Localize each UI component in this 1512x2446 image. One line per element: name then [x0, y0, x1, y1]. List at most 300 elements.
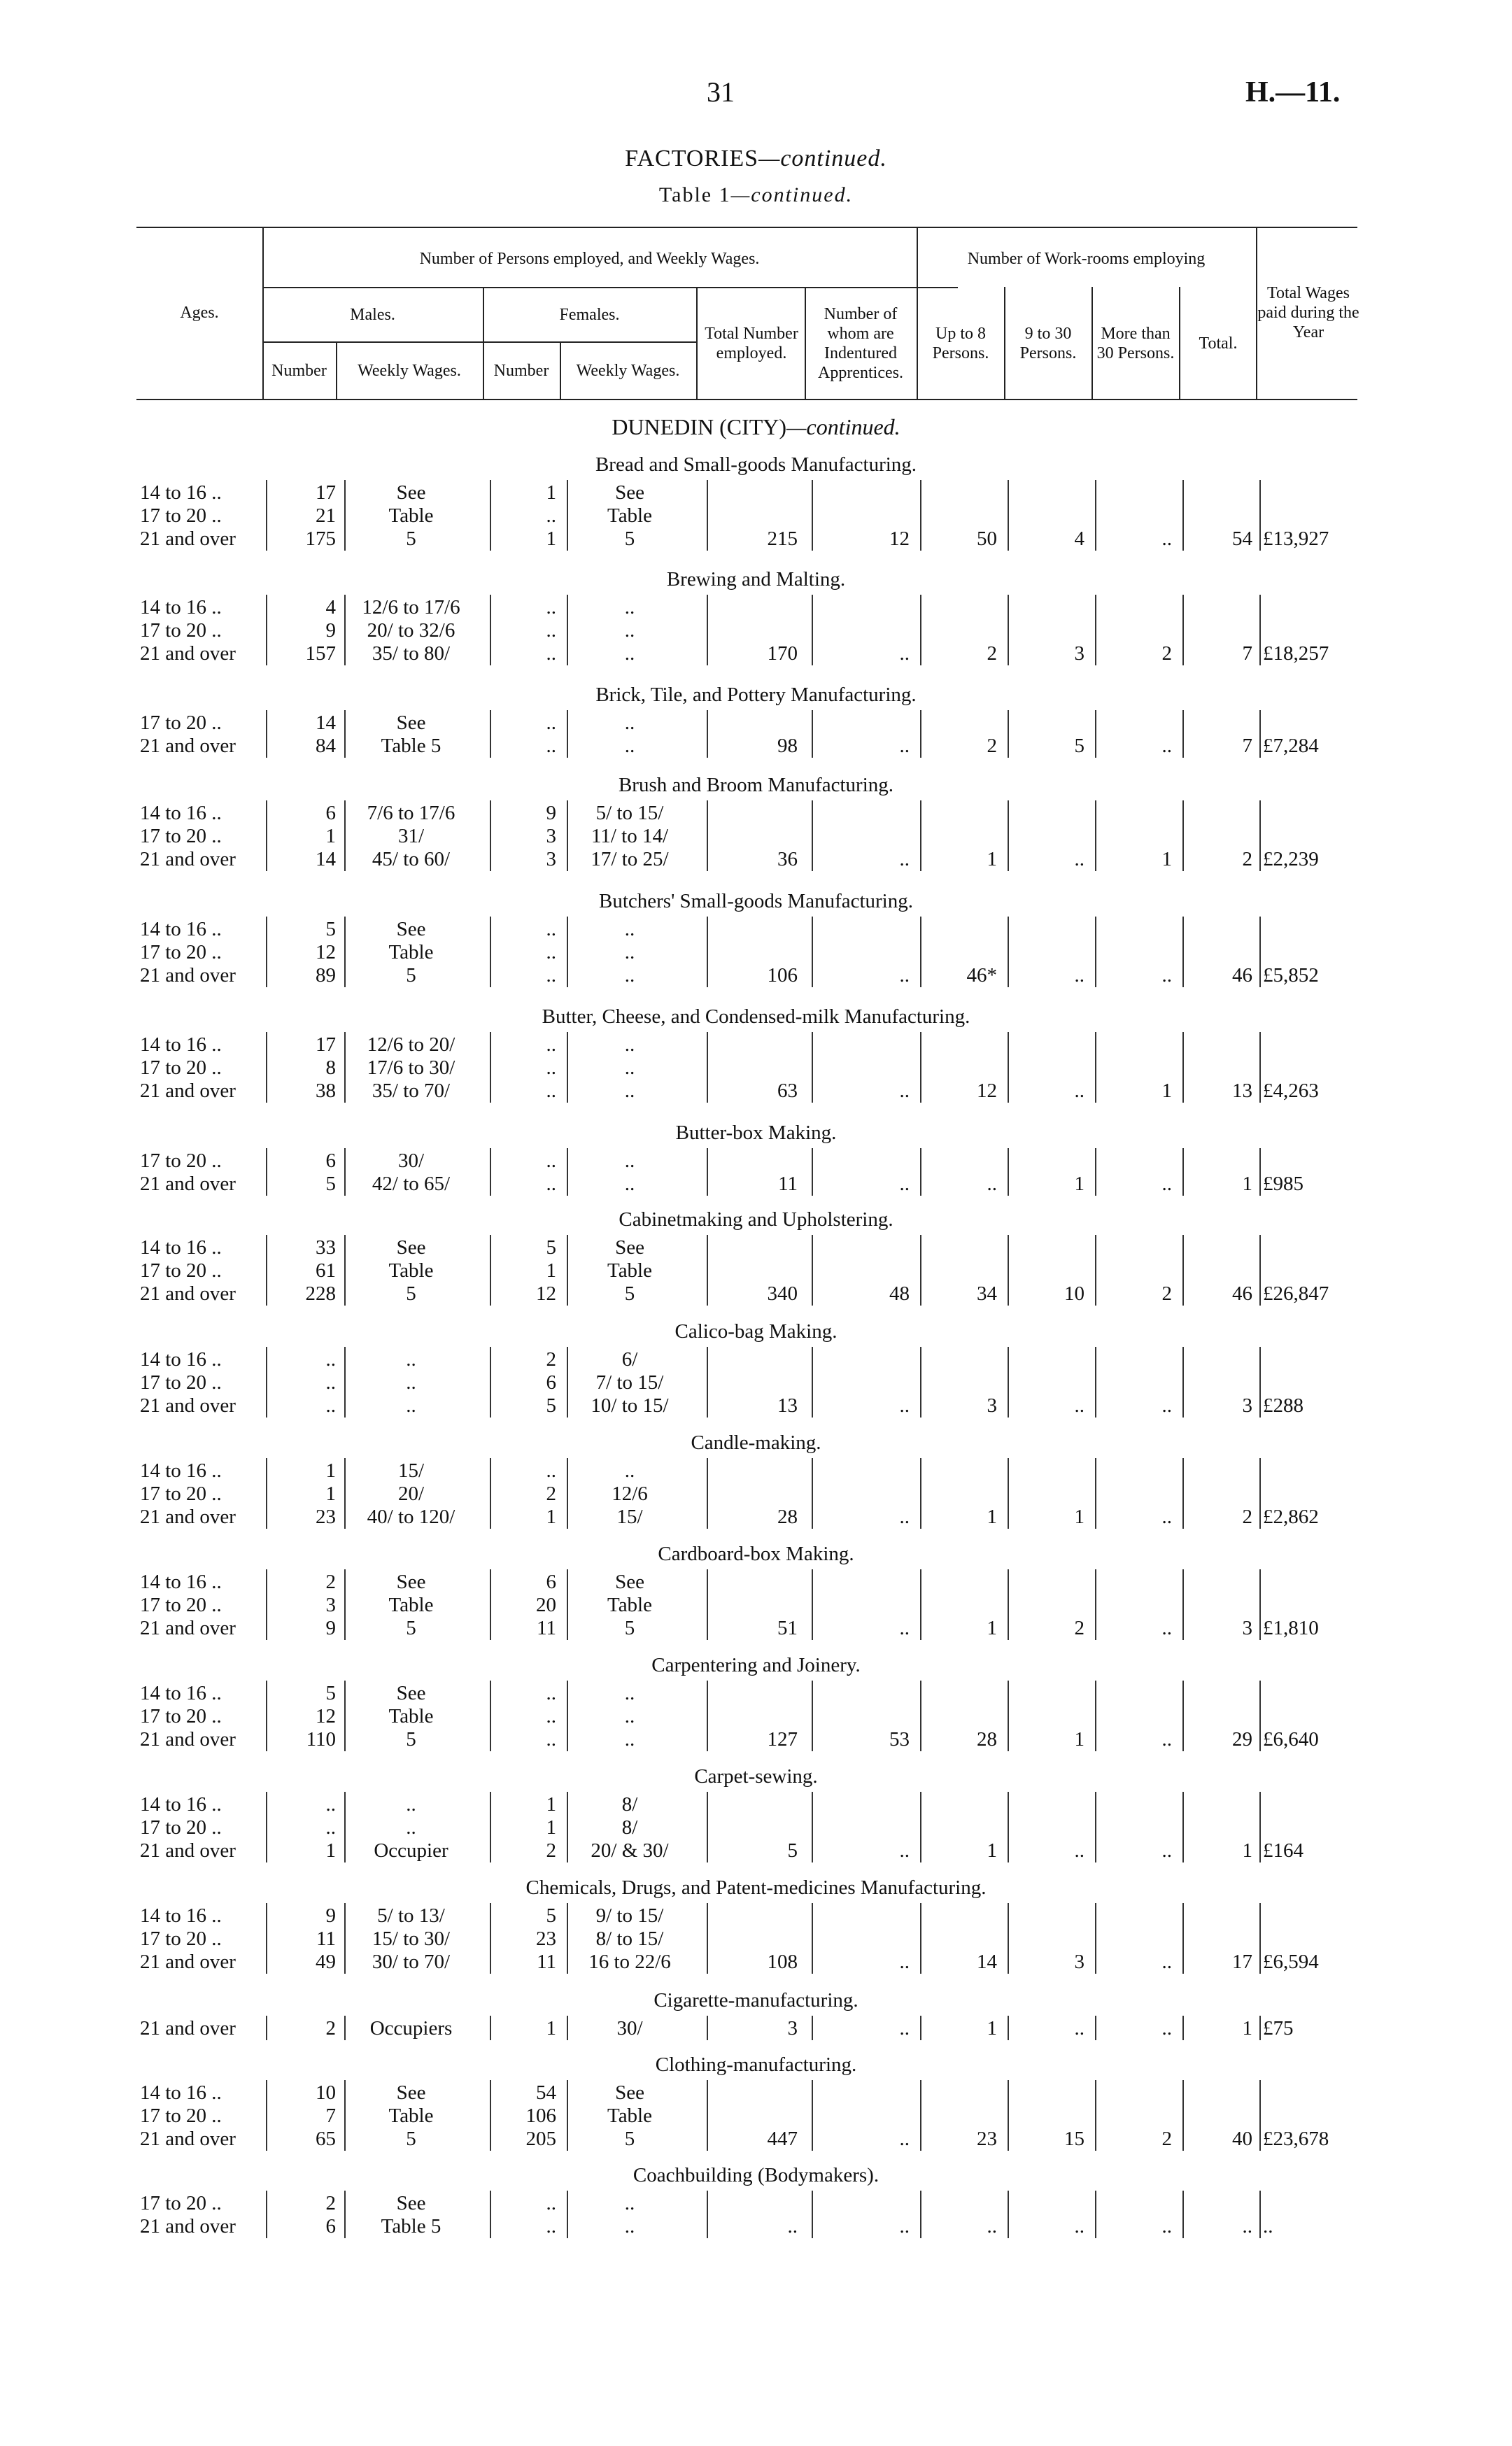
- column-rule: [344, 1792, 346, 1862]
- cell-m-num: 17: [316, 1033, 336, 1056]
- column-rule: [1259, 1235, 1261, 1306]
- cell-m-num: 6: [325, 2215, 336, 2238]
- column-rule: [1259, 1458, 1261, 1529]
- cell-n9-30: ..: [1074, 848, 1084, 870]
- column-rule: [567, 1903, 568, 1974]
- cell-f-num: ..: [546, 1705, 556, 1727]
- cell-wages: £7,284: [1263, 735, 1319, 757]
- cell-m-wage: 42/ to 65/: [372, 1173, 451, 1195]
- column-rule: [1182, 1903, 1184, 1974]
- cell-m-num: 4: [325, 596, 336, 618]
- cell-f-wage: 8/ to 15/: [595, 1928, 664, 1950]
- column-rule: [1259, 1032, 1261, 1103]
- cell-f-num: ..: [546, 1459, 556, 1482]
- column-rule: [1095, 1903, 1096, 1974]
- cell-m-wage: 40/ to 120/: [367, 1506, 455, 1528]
- header-weekly-males: Weekly Wages.: [358, 362, 461, 380]
- cell-ages: 17 to 20 ..: [140, 1371, 222, 1394]
- column-rule: [1008, 1792, 1009, 1862]
- cell-total-emp: 340: [767, 1282, 798, 1305]
- column-rule: [812, 1347, 813, 1418]
- cell-m-num: 65: [316, 2128, 336, 2150]
- column-rule: [266, 595, 267, 665]
- page-number: 31: [707, 76, 735, 108]
- cell-ages: 17 to 20 ..: [140, 1259, 222, 1282]
- cell-n9-30: 5: [1074, 735, 1084, 757]
- section-title: Chemicals, Drugs, and Patent-medicines Manufacturing.: [525, 1876, 987, 1899]
- cell-more30: ..: [1161, 1506, 1172, 1528]
- cell-m-num: 12: [316, 941, 336, 963]
- cell-up8: 1: [987, 848, 997, 870]
- column-rule: [266, 1458, 267, 1529]
- cell-f-wage: 5: [624, 1282, 635, 1305]
- cell-more30: ..: [1161, 1728, 1172, 1751]
- cell-f-wage: See: [615, 2081, 644, 2104]
- cell-f-num: 5: [546, 1394, 556, 1417]
- cell-wr-total: 2: [1242, 1506, 1252, 1528]
- column-rule: [920, 1347, 921, 1418]
- cell-f-wage: ..: [624, 642, 635, 665]
- column-rule: [812, 1458, 813, 1529]
- column-rule: [1182, 1032, 1184, 1103]
- city-continued: —continued.: [786, 414, 900, 439]
- column-rule: [707, 1235, 708, 1306]
- column-rule: [344, 1347, 346, 1418]
- cell-ages: 14 to 16 ..: [140, 1236, 222, 1259]
- section-title: Carpet-sewing.: [694, 1765, 818, 1788]
- cell-wages: £26,847: [1263, 1282, 1329, 1305]
- cell-wages: £75: [1263, 2017, 1294, 2039]
- cell-wages: £985: [1263, 1173, 1303, 1195]
- column-rule: [1095, 2080, 1096, 2151]
- column-rule: [920, 595, 921, 665]
- column-rule: [707, 595, 708, 665]
- cell-more30: ..: [1161, 2215, 1172, 2238]
- cell-m-wage: 30/: [397, 1150, 425, 1172]
- cell-more30: ..: [1161, 1951, 1172, 1973]
- cell-m-num: 17: [316, 481, 336, 504]
- header-apprentices: Number of whom are Indentured Apprentices.: [818, 305, 903, 382]
- column-rule: [490, 1032, 491, 1103]
- cell-up8: 14: [977, 1951, 997, 1973]
- column-rule: [707, 2080, 708, 2151]
- cell-total-emp: 28: [777, 1506, 798, 1528]
- cell-ages: 17 to 20 ..: [140, 1150, 222, 1172]
- column-rule: [1259, 1347, 1261, 1418]
- column-rule: [1095, 1792, 1096, 1862]
- cell-f-wage: ..: [624, 964, 635, 987]
- column-rule: [707, 1681, 708, 1751]
- cell-m-wage: Table: [388, 1705, 434, 1727]
- cell-f-num: 11: [537, 1951, 556, 1973]
- cell-more30: ..: [1161, 1394, 1172, 1417]
- column-rule: [812, 2016, 813, 2040]
- cell-up8: 3: [987, 1394, 997, 1417]
- cell-m-wage: 45/ to 60/: [372, 848, 451, 870]
- column-rule: [920, 1903, 921, 1974]
- cell-wr-total: 46: [1232, 1282, 1252, 1305]
- cell-ages: 21 and over: [140, 1080, 236, 1102]
- column-rule: [1182, 1148, 1184, 1196]
- cell-m-wage: See: [396, 918, 426, 940]
- cell-f-num: ..: [546, 735, 556, 757]
- column-rule: [567, 1148, 568, 1196]
- cell-f-wage: 5: [624, 1617, 635, 1639]
- section-title: Brush and Broom Manufacturing.: [618, 774, 894, 796]
- column-rule: [266, 1792, 267, 1862]
- cell-f-num: 5: [546, 1904, 556, 1927]
- column-rule: [567, 710, 568, 758]
- cell-f-wage: 11/ to 14/: [591, 825, 669, 847]
- cell-m-wage: 12/6 to 17/6: [362, 596, 460, 618]
- section-title: Clothing-manufacturing.: [655, 2053, 857, 2076]
- column-rule: [567, 1569, 568, 1640]
- header-ages: Ages.: [180, 304, 219, 322]
- cell-f-wage: ..: [624, 1080, 635, 1102]
- header-males: Males.: [350, 306, 395, 324]
- cell-wages: £2,239: [1263, 848, 1319, 870]
- cell-f-num: 1: [546, 1793, 556, 1816]
- cell-ages: 17 to 20 ..: [140, 504, 222, 527]
- cell-f-num: 23: [536, 1928, 556, 1950]
- header-up-to-8: Up to 8 Persons.: [932, 325, 989, 362]
- cell-f-wage: ..: [624, 918, 635, 940]
- cell-f-wage: Table: [607, 504, 652, 527]
- column-rule: [1182, 917, 1184, 987]
- column-rule: [266, 1681, 267, 1751]
- column-rule: [266, 2191, 267, 2238]
- cell-m-num: 61: [316, 1259, 336, 1282]
- cell-up8: ..: [987, 2215, 997, 2238]
- cell-ages: 14 to 16 ..: [140, 802, 222, 824]
- section-title: Brick, Tile, and Pottery Manufacturing.: [595, 684, 917, 706]
- column-rule: [490, 1569, 491, 1640]
- cell-appr: ..: [899, 1617, 910, 1639]
- cell-m-num: ..: [325, 1793, 336, 1816]
- column-rule: [1259, 917, 1261, 987]
- column-rule: [266, 1347, 267, 1418]
- cell-m-wage: See: [396, 481, 426, 504]
- column-rule: [812, 800, 813, 871]
- cell-ages: 21 and over: [140, 1394, 236, 1417]
- cell-appr: ..: [899, 1394, 910, 1417]
- cell-up8: ..: [987, 1173, 997, 1195]
- cell-m-wage: 5: [406, 1728, 416, 1751]
- column-rule: [344, 1032, 346, 1103]
- column-rule: [1008, 1569, 1009, 1640]
- column-rule: [707, 2191, 708, 2238]
- cell-f-num: 11: [537, 1617, 556, 1639]
- column-rule: [266, 917, 267, 987]
- column-rule: [1008, 1458, 1009, 1529]
- header-top-rule: [136, 227, 1357, 228]
- cell-f-wage: 8/: [621, 1793, 638, 1816]
- cell-n9-30: 4: [1074, 528, 1084, 550]
- cell-m-num: 5: [325, 1682, 336, 1704]
- column-rule: [490, 595, 491, 665]
- column-rule: [344, 1681, 346, 1751]
- cell-n9-30: ..: [1074, 1080, 1084, 1102]
- cell-m-wage: 5/ to 13/: [377, 1904, 445, 1927]
- cell-m-wage: Occupiers: [369, 2017, 453, 2039]
- cell-f-wage: See: [615, 1236, 644, 1259]
- cell-m-num: 157: [305, 642, 336, 665]
- cell-total-emp: 108: [767, 1951, 798, 1973]
- cell-total-emp: 215: [767, 528, 798, 550]
- cell-n9-30: 15: [1064, 2128, 1084, 2150]
- cell-ages: 14 to 16 ..: [140, 481, 222, 504]
- cell-m-num: 3: [325, 1594, 336, 1616]
- cell-f-num: ..: [546, 1173, 556, 1195]
- cell-ages: 17 to 20 ..: [140, 1483, 222, 1505]
- cell-total-emp: 127: [767, 1728, 798, 1751]
- cell-m-num: 89: [316, 964, 336, 987]
- cell-m-wage: 31/: [397, 825, 425, 847]
- cell-ages: 21 and over: [140, 1282, 236, 1305]
- cell-wr-total: 7: [1242, 735, 1252, 757]
- column-rule: [920, 1235, 921, 1306]
- cell-total-emp: 51: [777, 1617, 798, 1639]
- cell-ages: 21 and over: [140, 528, 236, 550]
- cell-up8: 1: [987, 2017, 997, 2039]
- cell-up8: 1: [987, 1506, 997, 1528]
- cell-n9-30: ..: [1074, 2017, 1084, 2039]
- cell-more30: ..: [1161, 964, 1172, 987]
- column-rule: [707, 1569, 708, 1640]
- cell-f-wage: ..: [624, 941, 635, 963]
- header-weekly-females: Weekly Wages.: [576, 362, 680, 380]
- column-rule: [1182, 1235, 1184, 1306]
- cell-ages: 17 to 20 ..: [140, 1594, 222, 1616]
- cell-ages: 21 and over: [140, 848, 236, 870]
- column-rule: [1008, 595, 1009, 665]
- cell-f-num: 2: [546, 1839, 556, 1862]
- column-rule: [344, 2080, 346, 2151]
- cell-m-wage: 17/6 to 30/: [367, 1056, 455, 1079]
- cell-f-wage: Table: [607, 1594, 652, 1616]
- cell-f-num: ..: [546, 619, 556, 642]
- cell-ages: 17 to 20 ..: [140, 825, 222, 847]
- cell-f-num: ..: [546, 642, 556, 665]
- cell-wages: £6,594: [1263, 1951, 1319, 1973]
- cell-f-num: 1: [546, 528, 556, 550]
- cell-m-num: 84: [316, 735, 336, 757]
- column-rule: [344, 710, 346, 758]
- cell-m-num: ..: [325, 1394, 336, 1417]
- cell-m-num: 8: [325, 1056, 336, 1079]
- cell-up8: 46*: [966, 964, 997, 987]
- cell-up8: 2: [987, 735, 997, 757]
- cell-m-wage: 7/6 to 17/6: [367, 802, 455, 824]
- cell-f-wage: 5/ to 15/: [595, 802, 664, 824]
- column-rule: [1008, 1903, 1009, 1974]
- cell-f-num: ..: [546, 1056, 556, 1079]
- column-rule: [812, 1569, 813, 1640]
- cell-m-wage: ..: [406, 1816, 416, 1839]
- column-rule: [344, 2191, 346, 2238]
- column-rule: [266, 480, 267, 551]
- cell-m-num: 1: [325, 1483, 336, 1505]
- cell-f-num: 1: [546, 1506, 556, 1528]
- header-more-than-30: More than 30 Persons.: [1096, 325, 1175, 362]
- cell-f-wage: ..: [624, 2192, 635, 2214]
- column-rule: [567, 1235, 568, 1306]
- column-rule: [707, 1347, 708, 1418]
- column-rule: [1182, 2016, 1184, 2040]
- cell-total-emp: 13: [777, 1394, 798, 1417]
- column-rule: [1259, 1148, 1261, 1196]
- column-rule: [266, 1032, 267, 1103]
- cell-appr: ..: [899, 1173, 910, 1195]
- cell-f-wage: 7/ to 15/: [595, 1371, 664, 1394]
- cell-up8: 2: [987, 642, 997, 665]
- column-rule: [1095, 595, 1096, 665]
- cell-appr: ..: [899, 642, 910, 665]
- column-rule: [1182, 710, 1184, 758]
- column-rule: [812, 710, 813, 758]
- column-rule: [1182, 2191, 1184, 2238]
- cell-m-wage: 5: [406, 964, 416, 987]
- cell-ages: 14 to 16 ..: [140, 2081, 222, 2104]
- column-rule: [707, 1458, 708, 1529]
- column-rule: [1182, 1681, 1184, 1751]
- column-rule: [812, 1792, 813, 1862]
- column-rule: [920, 710, 921, 758]
- cell-m-num: 7: [325, 2105, 336, 2127]
- cell-f-num: 5: [546, 1236, 556, 1259]
- cell-wr-total: 40: [1232, 2128, 1252, 2150]
- column-rule: [1008, 1347, 1009, 1418]
- column-rule: [1008, 2191, 1009, 2238]
- cell-m-wage: See: [396, 1571, 426, 1593]
- column-rule: [266, 2016, 267, 2040]
- cell-m-num: 1: [325, 1839, 336, 1862]
- cell-f-wage: 20/ & 30/: [591, 1839, 669, 1862]
- column-rule: [567, 1681, 568, 1751]
- column-rule: [490, 2080, 491, 2151]
- cell-f-wage: 9/ to 15/: [595, 1904, 664, 1927]
- column-rule: [344, 480, 346, 551]
- cell-wr-total: 46: [1232, 964, 1252, 987]
- column-rule: [707, 710, 708, 758]
- column-rule: [1182, 1347, 1184, 1418]
- column-rule: [1182, 595, 1184, 665]
- column-rule: [707, 480, 708, 551]
- section-title: Brewing and Malting.: [666, 568, 846, 591]
- cell-m-wage: Table 5: [381, 2215, 441, 2238]
- column-rule: [1259, 480, 1261, 551]
- column-rule: [567, 595, 568, 665]
- column-rule: [490, 2191, 491, 2238]
- column-rule: [707, 917, 708, 987]
- column-rule: [567, 1458, 568, 1529]
- cell-f-num: 12: [536, 1282, 556, 1305]
- column-rule: [920, 1681, 921, 1751]
- subtitle-continued: —continued.: [730, 183, 854, 206]
- cell-f-num: 6: [546, 1571, 556, 1593]
- section-title: Candle-making.: [691, 1431, 821, 1454]
- cell-ages: 14 to 16 ..: [140, 1793, 222, 1816]
- cell-wages: £1,810: [1263, 1617, 1319, 1639]
- column-rule: [1008, 1032, 1009, 1103]
- column-rule: [812, 1235, 813, 1306]
- cell-up8: 28: [977, 1728, 997, 1751]
- section-title: Coachbuilding (Bodymakers).: [633, 2164, 879, 2186]
- cell-appr: ..: [899, 964, 910, 987]
- column-rule: [920, 480, 921, 551]
- cell-m-num: 2: [325, 1571, 336, 1593]
- column-rule: [266, 800, 267, 871]
- header-number-males: Number: [271, 362, 327, 380]
- cell-up8: 1: [987, 1617, 997, 1639]
- cell-f-num: ..: [546, 941, 556, 963]
- column-rule: [1259, 800, 1261, 871]
- cell-more30: ..: [1161, 735, 1172, 757]
- cell-m-wage: Occupier: [374, 1839, 448, 1862]
- cell-total-emp: 170: [767, 642, 798, 665]
- cell-m-wage: 15/: [397, 1459, 425, 1482]
- header-vline: [696, 287, 698, 399]
- cell-wages: £2,862: [1263, 1506, 1319, 1528]
- cell-appr: ..: [899, 1506, 910, 1528]
- column-rule: [1259, 710, 1261, 758]
- header-number-females: Number: [493, 362, 549, 380]
- cell-more30: ..: [1161, 528, 1172, 550]
- cell-m-wage: 5: [406, 1282, 416, 1305]
- cell-n9-30: ..: [1074, 1394, 1084, 1417]
- cell-total-emp: 5: [787, 1839, 798, 1862]
- cell-appr: ..: [899, 1080, 910, 1102]
- column-rule: [1008, 2016, 1009, 2040]
- cell-n9-30: 2: [1074, 1617, 1084, 1639]
- cell-m-num: 110: [306, 1728, 336, 1751]
- cell-wr-total: 54: [1232, 528, 1252, 550]
- cell-ages: 14 to 16 ..: [140, 1682, 222, 1704]
- column-rule: [490, 1903, 491, 1974]
- column-rule: [1182, 1458, 1184, 1529]
- column-rule: [567, 2191, 568, 2238]
- cell-appr: ..: [899, 1951, 910, 1973]
- cell-f-wage: See: [615, 481, 644, 504]
- cell-more30: ..: [1161, 1617, 1172, 1639]
- column-rule: [490, 917, 491, 987]
- column-rule: [920, 1792, 921, 1862]
- cell-ages: 17 to 20 ..: [140, 2105, 222, 2127]
- title-main: FACTORIES: [625, 146, 759, 171]
- city-name: DUNEDIN (CITY): [612, 414, 787, 439]
- column-rule: [1182, 480, 1184, 551]
- cell-f-num: ..: [546, 918, 556, 940]
- cell-f-wage: 10/ to 15/: [591, 1394, 669, 1417]
- column-rule: [812, 1032, 813, 1103]
- column-rule: [1008, 2080, 1009, 2151]
- cell-more30: 1: [1161, 1080, 1172, 1102]
- column-rule: [344, 1235, 346, 1306]
- cell-more30: ..: [1161, 1839, 1172, 1862]
- column-rule: [344, 1903, 346, 1974]
- column-rule: [707, 1903, 708, 1974]
- column-rule: [1095, 480, 1096, 551]
- cell-wages: £288: [1263, 1394, 1303, 1417]
- title-continued: —continued.: [758, 146, 887, 171]
- cell-wages: £23,678: [1263, 2128, 1329, 2150]
- cell-wages: £164: [1263, 1839, 1303, 1862]
- column-rule: [920, 917, 921, 987]
- cell-m-num: 175: [305, 528, 336, 550]
- cell-ages: 17 to 20 ..: [140, 619, 222, 642]
- cell-f-num: ..: [546, 1682, 556, 1704]
- cell-f-num: ..: [546, 596, 556, 618]
